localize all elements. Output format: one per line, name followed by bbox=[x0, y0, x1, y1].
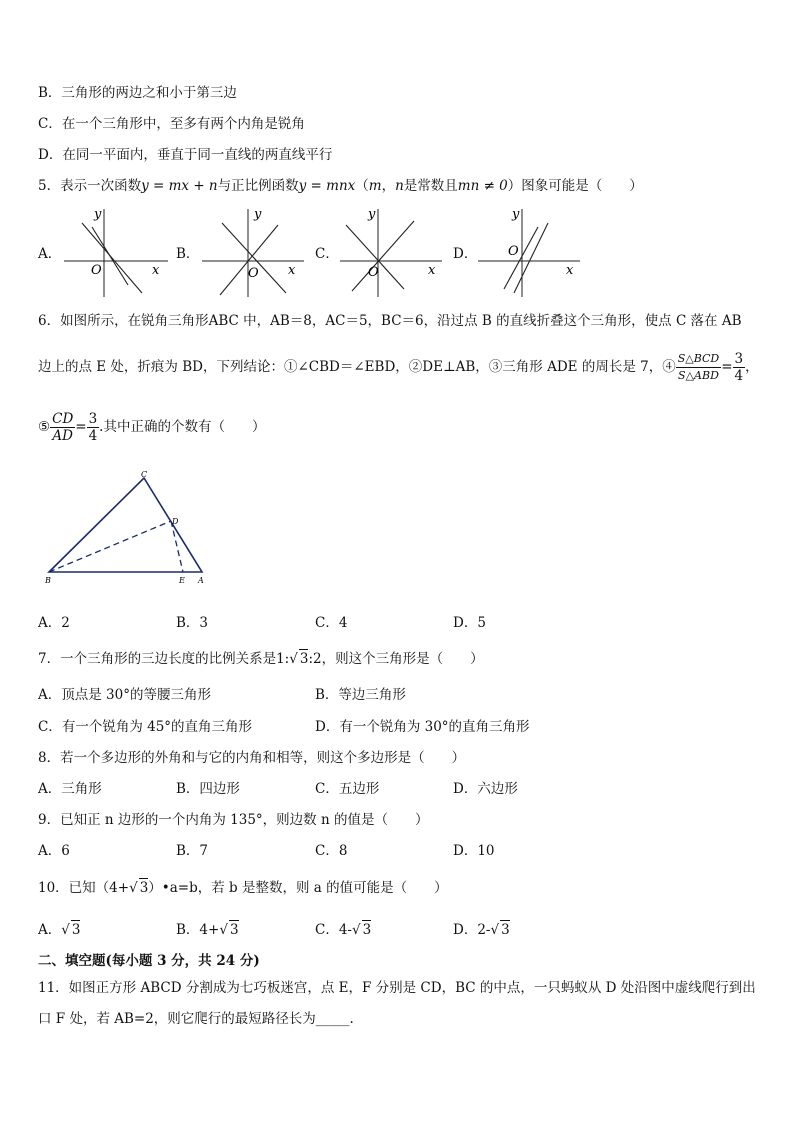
q6-label-a: A bbox=[198, 576, 204, 585]
q10-option-d-label: D．2- bbox=[453, 922, 491, 938]
graph-b-origin: O bbox=[248, 266, 259, 281]
q7-prefix: 7．一个三角形的三边长度的比例关系是 bbox=[38, 651, 277, 667]
q9-option-c: C．8 bbox=[315, 843, 348, 859]
graph-b-y-label: y bbox=[254, 207, 262, 222]
q6-line1: 6．如图所示，在锐角三角形ABC 中，AB＝8，AC＝5，BC＝6，沿过点 B 的直线折叠这个三角形，使点 C 落在 AB bbox=[38, 313, 742, 329]
q6-line3 bbox=[38, 406, 265, 448]
q6-frac-area bbox=[676, 351, 722, 384]
q5-label-d: D． bbox=[453, 246, 478, 262]
q9-option-b: B．7 bbox=[176, 843, 209, 859]
q6-frac-area-num: S△BCD bbox=[676, 351, 722, 368]
q6-option-b: B．3 bbox=[176, 615, 209, 631]
q8-option-c: C．五边形 bbox=[315, 781, 380, 797]
q11-line2: 口 F 处，若 AB=2，则它爬行的最短路径长为_____. bbox=[38, 1011, 354, 1027]
q6-label-e: E bbox=[179, 576, 185, 585]
q7-option-d: D．有一个锐角为 30°的直角三角形 bbox=[315, 719, 530, 735]
q6-line3-suffix: .其中正确的个数有（ ） bbox=[99, 419, 266, 435]
q6-line2-text: 边上的点 E 处，折痕为 BD，下列结论：①∠CBD＝∠EBD，②DE⊥AB，③三角形 ADE 的周长是 7，④ bbox=[38, 359, 676, 375]
q10-option-a-label: A． bbox=[38, 922, 62, 938]
q11-line1: 11．如图正方形 ABCD 分割成为七巧板迷宫，点 E，F 分别是 CD，BC 的中点，一只蚂蚁从 D 处沿图中虚线爬行到出 bbox=[38, 980, 756, 996]
q6-frac-value-4-den: 4 bbox=[734, 368, 744, 384]
q5-suffix: ）图象可能是（ ） bbox=[507, 178, 643, 194]
q6-eq-4: = bbox=[721, 359, 733, 375]
q6-frac-area-den: S△ABD bbox=[678, 369, 719, 382]
q6-option-a: A．2 bbox=[38, 615, 70, 631]
q8-option-b: B．四边形 bbox=[176, 781, 240, 797]
q4-option-d: D．在同一平面内，垂直于同一直线的两直线平行 bbox=[38, 147, 333, 163]
graph-c-origin: O bbox=[368, 265, 379, 280]
q10-option-b: B．4+√ 3 bbox=[176, 922, 239, 938]
q4-option-c: C．在一个三角形中，至多有两个内角是锐角 bbox=[38, 116, 305, 132]
q10-option-a-root: 3 bbox=[71, 922, 81, 938]
q6-frac-value-5 bbox=[87, 411, 100, 444]
q5-cond-open: （ bbox=[355, 178, 369, 194]
q10-option-c-label: C．4- bbox=[315, 922, 352, 938]
graph-b-x-label: x bbox=[288, 263, 296, 278]
q5-cond-m: m bbox=[368, 178, 382, 194]
q5-label-c: C． bbox=[315, 246, 339, 262]
q6-option-d: D．5 bbox=[453, 615, 486, 631]
q6-item5: ⑤ bbox=[38, 419, 51, 435]
q5-prefix: 5．表示一次函数 bbox=[38, 178, 142, 194]
q5-cond-comma: ， bbox=[381, 178, 396, 194]
q5-graph-c bbox=[338, 203, 446, 299]
q6-frac-value-4 bbox=[733, 351, 746, 384]
q6-eq-5: = bbox=[75, 419, 87, 435]
q6-triangle-figure bbox=[40, 468, 215, 586]
q10-option-c: C．4-√ 3 bbox=[315, 922, 372, 938]
q10-stem: 10．已知（4+√ 3）•a=b，若 b 是整数，则 a 的值可能是（ ） bbox=[38, 880, 448, 896]
section-title-fill-blank: 二、填空题(每小题 3 分，共 24 分) bbox=[38, 953, 260, 969]
q5-cond-text: 是常数且 bbox=[403, 178, 458, 194]
q8-option-d: D．六边形 bbox=[453, 781, 518, 797]
q7-option-a: A．顶点是 30°的等腰三角形 bbox=[38, 687, 211, 703]
q5-cond-n: n bbox=[395, 178, 404, 194]
q6-frac-cd: CD bbox=[52, 411, 74, 427]
q6-frac-value-4-num: 3 bbox=[734, 351, 744, 367]
q5-stem bbox=[38, 177, 643, 195]
graph-a-y-label: y bbox=[94, 207, 102, 222]
q8-stem: 8．若一个多边形的外角和与它的内角和相等，则这个多边形是（ ） bbox=[38, 750, 466, 766]
q5-cond-ineq: mn ≠ 0 bbox=[457, 178, 508, 194]
graph-c-y-label: y bbox=[368, 207, 376, 222]
q6-option-c: C．4 bbox=[315, 615, 348, 631]
q10-option-a: A．√ 3 bbox=[38, 922, 81, 938]
q6-frac-value-5-num: 3 bbox=[88, 411, 98, 427]
graph-a-x-label: x bbox=[152, 263, 160, 278]
q6-line2 bbox=[38, 346, 759, 388]
q6-frac-ad: AD bbox=[52, 428, 73, 444]
q9-option-a: A．6 bbox=[38, 843, 70, 859]
graph-a-origin: O bbox=[91, 263, 102, 278]
q4-option-b: B．三角形的两边之和小于第三边 bbox=[38, 85, 237, 101]
graph-d-x-label: x bbox=[566, 263, 574, 278]
q5-label-a: A． bbox=[38, 246, 62, 262]
q5-formula-proportional: y = mnx bbox=[298, 178, 356, 194]
q10-option-b-label: B．4+ bbox=[176, 922, 220, 938]
graph-d-origin: O bbox=[508, 244, 519, 259]
graph-c-x-label: x bbox=[428, 263, 436, 278]
q6-comma: ， bbox=[745, 359, 759, 375]
q9-option-d: D．10 bbox=[453, 843, 495, 859]
q5-graph-b bbox=[200, 203, 308, 299]
q7-stem: 7．一个三角形的三边长度的比例关系是1:√ 3:2，则这个三角形是（ ） bbox=[38, 651, 484, 667]
q7-ratio-b: :2 bbox=[308, 651, 322, 667]
q6-frac-value-5-den: 4 bbox=[88, 428, 98, 444]
q7-option-c: C．有一个锐角为 45°的直角三角形 bbox=[38, 719, 253, 735]
q6-label-d: D bbox=[172, 517, 179, 526]
q6-frac-cd-ad bbox=[50, 411, 75, 444]
q5-graph-d bbox=[476, 203, 584, 299]
q6-label-b: B bbox=[45, 576, 51, 585]
q5-label-b: B． bbox=[176, 246, 200, 262]
q10-suffix: ）•a=b，若 b 是整数，则 a 的值可能是（ ） bbox=[148, 880, 448, 896]
q7-ratio-a: 1: bbox=[276, 651, 290, 667]
q10-option-d: D．2-√ 3 bbox=[453, 922, 510, 938]
q9-stem: 9．已知正 n 边形的一个内角为 135°，则边数 n 的值是（ ） bbox=[38, 812, 429, 828]
q5-mid: 与正比例函数 bbox=[217, 178, 299, 194]
q10-prefix: 10．已知（4+ bbox=[38, 880, 130, 896]
q7-suffix: ，则这个三角形是（ ） bbox=[321, 651, 484, 667]
q6-label-c: C bbox=[141, 470, 148, 479]
q8-option-a: A．三角形 bbox=[38, 781, 102, 797]
q5-graph-a bbox=[62, 203, 170, 299]
q7-option-b: B．等边三角形 bbox=[315, 687, 406, 703]
q10-root: 3 bbox=[139, 880, 149, 896]
q10-option-c-root: 3 bbox=[362, 922, 372, 938]
graph-d-y-label: y bbox=[512, 207, 520, 222]
q10-option-d-root: 3 bbox=[501, 922, 510, 938]
q5-formula-linear: y = mx + n bbox=[141, 178, 218, 194]
q7-ratio-root: 3 bbox=[299, 651, 309, 667]
q10-option-b-root: 3 bbox=[229, 922, 239, 938]
